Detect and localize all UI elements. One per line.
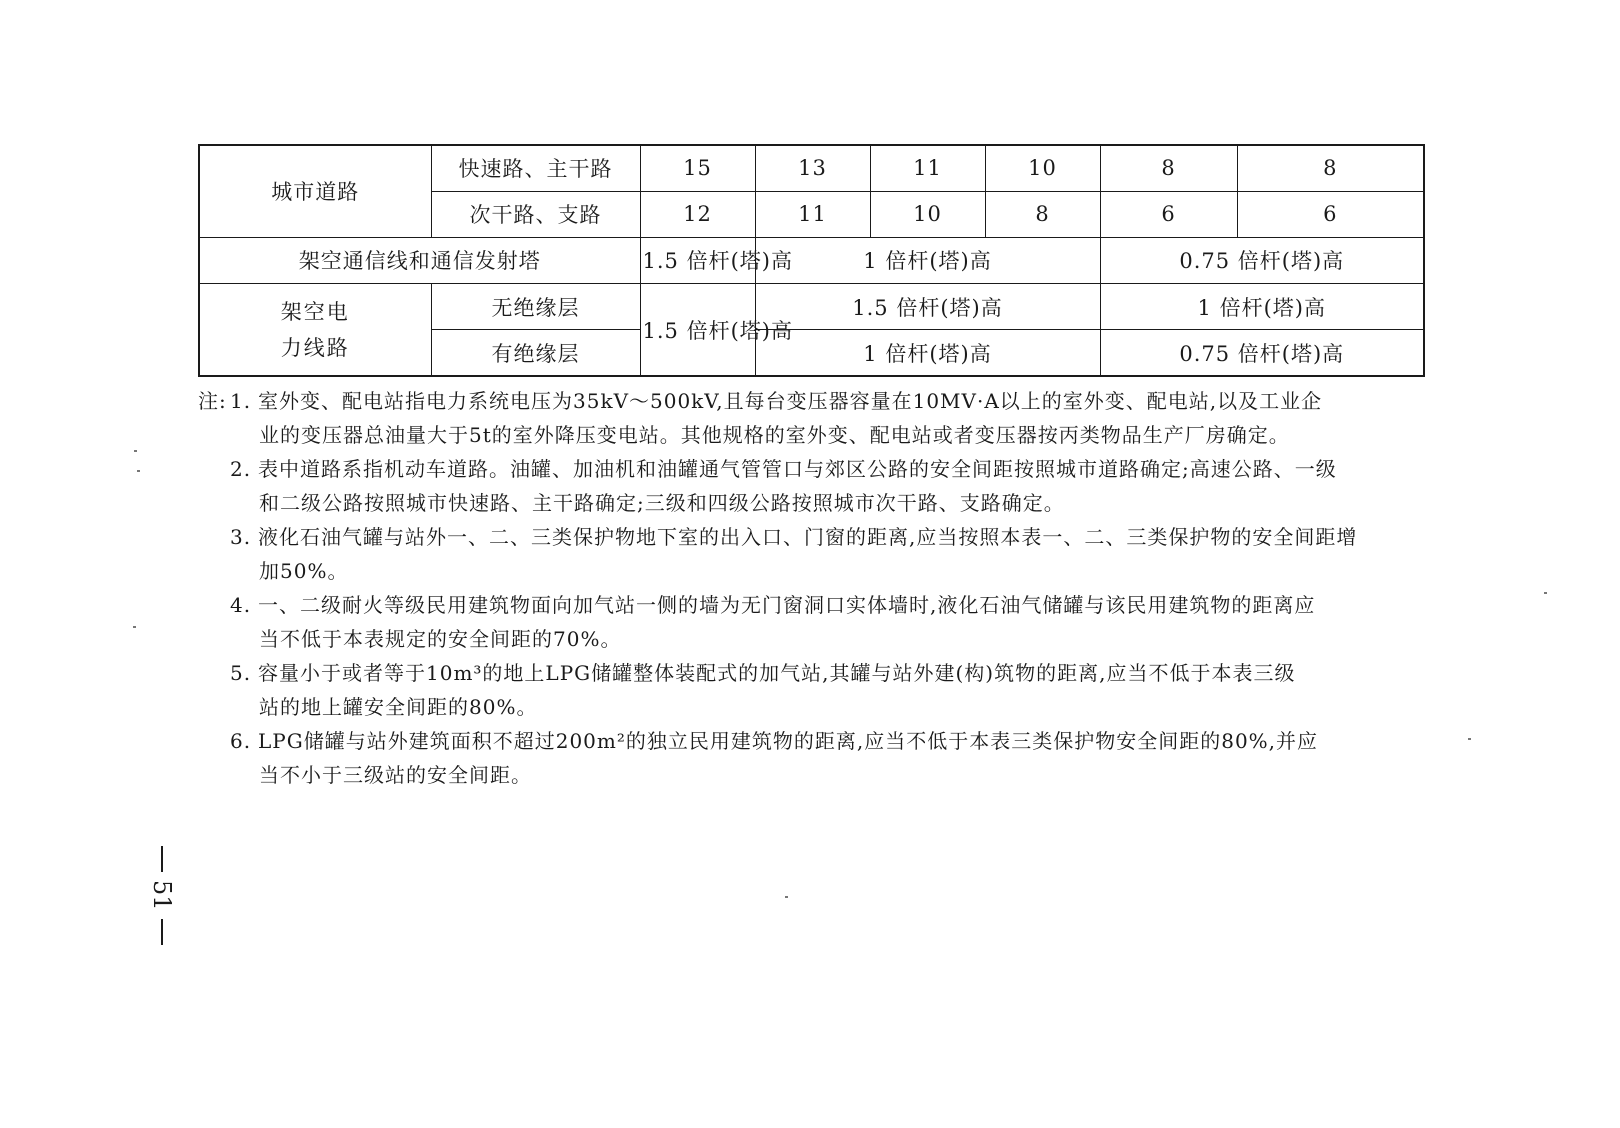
note-line: 站的地上罐安全间距的80%。 (259, 695, 538, 719)
row-header-power-line-2: 力线路 (280, 335, 350, 360)
note-line: 当不低于本表规定的安全间距的70%。 (259, 627, 622, 651)
note-line: 一、二级耐火等级民用建筑物面向加气站一侧的墙为无门窗洞口实体墙时,液化石油气储罐与该民用建筑物的距离应 (258, 593, 1316, 617)
table-cell: 11 (870, 145, 985, 191)
table-row (199, 284, 1424, 330)
notes-section (198, 384, 1428, 792)
note-number: 4. (230, 593, 252, 617)
notes-prefix: 注: (198, 389, 227, 413)
row-header-comm-line: 架空通信线和通信发射塔 (199, 237, 640, 283)
note-line: 和二级公路按照城市快速路、主干路确定;三级和四级公路按照城市次干路、支路确定。 (259, 491, 1065, 515)
note-line: 业的变压器总油量大于5t的室外降压变电站。其他规格的室外变、配电站或者变压器按丙类物品生产厂房确定。 (259, 423, 1290, 447)
scan-speck (134, 450, 137, 452)
table-cell: 1 倍杆(塔)高 (755, 237, 1100, 283)
page-number-dash (161, 919, 163, 945)
note-line: 液化石油气罐与站外一、二、三类保护物地下室的出入口、门窗的距离,应当按照本表一、二、三类保护物的安全间距增 (258, 525, 1358, 549)
note-number: 1. (230, 389, 252, 413)
note-line: 表中道路系指机动车道路。油罐、加油机和油罐通气管管口与郊区公路的安全间距按照城市道路确定;高速公路、一级 (258, 457, 1337, 481)
table-cell: 6 (1237, 191, 1424, 237)
row-header-urban-road: 城市道路 (199, 145, 431, 237)
row-subheader-secondary: 次干路、支路 (431, 191, 640, 237)
distance-table (198, 144, 1425, 377)
page-number-text: 51 (148, 880, 176, 911)
table-cell: 12 (640, 191, 755, 237)
table-cell: 6 (1100, 191, 1237, 237)
scan-speck (1544, 592, 1547, 594)
table-cell: 11 (755, 191, 870, 237)
table-cell: 1.5 倍杆(塔)高 (640, 284, 755, 376)
note-line: 室外变、配电站指电力系统电压为35kV～500kV,且每台变压器容量在10MV·A以上的室外变、配电站,以及工业企 (258, 389, 1323, 413)
row-subheader-with-insulation: 有绝缘层 (431, 330, 640, 376)
scan-speck (785, 896, 788, 898)
table-cell: 13 (755, 145, 870, 191)
scan-speck (1468, 738, 1471, 740)
table-cell: 8 (1100, 145, 1237, 191)
note-line: 容量小于或者等于10m³的地上LPG储罐整体装配式的加气站,其罐与站外建(构)筑物的距离,应当不低于本表三级 (258, 661, 1296, 685)
note-line: LPG储罐与站外建筑面积不超过200m²的独立民用建筑物的距离,应当不低于本表三类保护物安全间距的80%,并应 (258, 729, 1319, 753)
page-number (147, 846, 177, 954)
note-item (198, 452, 1428, 520)
table-cell: 8 (1237, 145, 1424, 191)
row-header-power-line-1: 架空电 (280, 299, 350, 324)
note-number: 2. (230, 457, 252, 481)
table-cell: 1 倍杆(塔)高 (1100, 284, 1424, 330)
note-item (198, 588, 1428, 656)
page-number-dash (161, 846, 163, 872)
note-number: 6. (230, 729, 252, 753)
table-cell: 8 (985, 191, 1100, 237)
scan-speck (137, 470, 140, 472)
table-cell: 1.5 倍杆(塔)高 (755, 284, 1100, 330)
scan-speck (133, 626, 136, 628)
table-cell: 0.75 倍杆(塔)高 (1100, 237, 1424, 283)
table-cell: 0.75 倍杆(塔)高 (1100, 330, 1424, 376)
note-item (198, 656, 1428, 724)
note-number: 3. (230, 525, 252, 549)
table-row (199, 237, 1424, 283)
note-line: 当不小于三级站的安全间距。 (259, 763, 532, 787)
row-subheader-no-insulation: 无绝缘层 (431, 284, 640, 330)
table-cell: 10 (985, 145, 1100, 191)
table-cell: 15 (640, 145, 755, 191)
table-cell: 10 (870, 191, 985, 237)
row-header-power-line (199, 284, 431, 376)
table-cell: 1 倍杆(塔)高 (755, 330, 1100, 376)
note-line: 加50%。 (259, 559, 349, 583)
note-number: 5. (230, 661, 252, 685)
table-cell: 1.5 倍杆(塔)高 (640, 237, 755, 283)
note-item (198, 724, 1428, 792)
table-row (199, 145, 1424, 191)
note-item (198, 520, 1428, 588)
note-item (198, 384, 1428, 452)
row-subheader-express: 快速路、主干路 (431, 145, 640, 191)
